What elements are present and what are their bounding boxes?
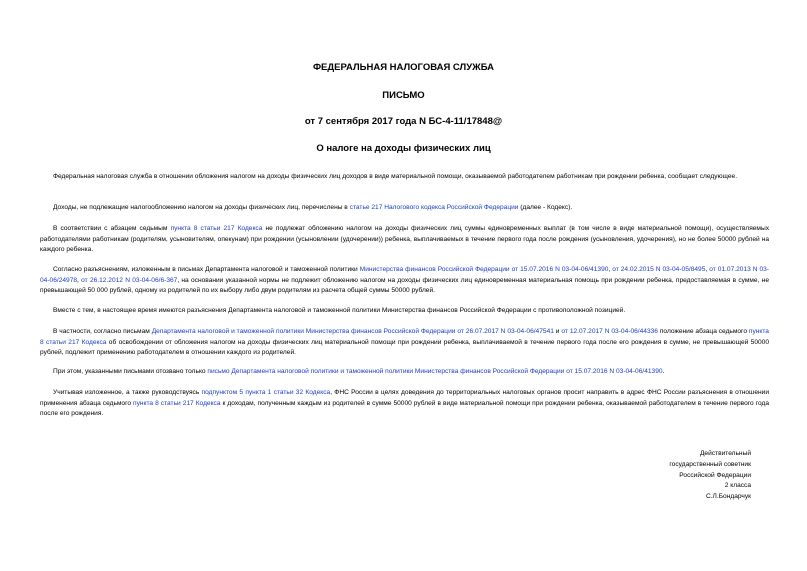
link-letter-2016[interactable]: Министерства финансов Российской Федерации от 15.07.2016 N 03-04-06/41390 [359,266,609,273]
link-clause-8-article-217[interactable]: пункта 8 статьи 217 Кодекса [40,328,769,346]
text: , на основании указанной нормы не подлежит обложению налогом на доходы физических лиц единовременная материальная помощь при рождении ребенка, предоставляемая в сумме, не превышающей 50 000 рублей, одному из родителей по их выбору либо двум родителям из расчета общей суммы 50000 рублей. [40,276,769,295]
text: Учитывая изложенное, а также руководствуясь [53,389,202,396]
link-letter-2013[interactable]: от 01.07.2013 N 03-04-06/24978 [40,266,770,284]
doc-subject: О налоге на доходы физических лиц [316,143,491,154]
text: положение абзаца седьмого [657,328,749,335]
paragraph-4 [40,265,769,297]
link-letter-2015[interactable]: от 24.02.2015 N 03-04-05/8495 [612,266,706,273]
signature-title-1: Действительный [699,450,751,457]
signature-title-3: Российской Федерации [679,471,751,479]
paragraph-1: Федеральная налоговая служба в отношении обложения налогом на доходы физических лиц доходов в виде материальной помощи, оказываемой работодателем работникам при рождении ребенка, сообщает следующее. [53,173,738,180]
link-subclause-5-article-32[interactable]: подпунктом 5 пункта 1 статьи 32 Кодекса [201,389,331,396]
text: , [77,276,82,284]
paragraph-6 [40,327,769,359]
text: (далее - Кодекс). [518,204,573,211]
doc-reference: от 7 сентября 2017 года N БС-4-11/17848@ [304,116,503,127]
paragraph-7 [40,367,769,378]
text: Доходы, не подлежащие налогообложению налогом на доходы физических лиц, перечислены в [53,204,350,211]
text: к доходам, полученным каждым из родителей в сумме 50000 рублей в виде материальной помощи при рождении ребенка, оказываемой работодателем в течение первого года после его рождения. [40,399,769,418]
link-letter-2017-47541[interactable]: Департамента налоговой и таможенной политики Министерства финансов Российской Федерации от 26.07.2017 N 03-04-06/47541 [151,328,554,335]
link-clause-8-article-217[interactable]: пункта 8 статьи 217 Кодекса [170,225,263,232]
text: При этом, указанными письмами отозвано только [53,368,208,375]
agency-title: ФЕДЕРАЛЬНАЯ НАЛОГОВАЯ СЛУЖБА [312,62,495,73]
text: . [662,368,665,375]
text: , [608,266,613,273]
signature-name: С.Л.Бондарчук [705,493,751,501]
paragraph-8 [40,388,769,420]
text: В соответствии с абзацем седьмым [53,225,171,232]
link-letter-2017-44336[interactable]: от 12.07.2017 N 03-04-06/44336 [561,328,658,335]
text: , ФНС России в целях доведения до территориальных налоговых органов просит направить в адрес ФНС России разъяснения в отношении применения абзаца седьмого [40,389,769,407]
link-letter-2012[interactable]: от 26.12.2012 N 03-04-06/6-367 [81,276,178,284]
text: об освобождении от обложения налогом на доходы физических лиц материальной помощи при рождении ребенка, выплачиваемой в течение первого года после его рождения в сумме, не превышающей 50000 рублей, подлежит применению работодателем в отношении каждого из родителей. [40,338,770,357]
text: Согласно разъяснениям, изложенным в письмах Департамента налоговой и таможенной политики [53,266,360,273]
text: и [553,328,562,335]
text: не подлежат обложению налогом на доходы физических лиц суммы единовременных выплат (в том числе в виде материальной помощи), осуществляемых работодателями работникам (родителям, усыновителям, опекунам) при рождении (усыновлении (удочерении)) ребенка, выплачиваемых в течение первого года после рождения (усыновления, удочерения), но не более 50000 рублей на каждого ребенка. [40,225,769,254]
text: В частности, согласно письмам [53,328,152,335]
signature-rank: 2 класса [724,482,751,490]
paragraph-3 [40,224,769,256]
link-article-217[interactable]: статье 217 Налогового кодекса Российской Федерации [349,204,519,211]
signature-block [611,449,751,503]
paragraph-5: Вместе с тем, в настоящее время имеются разъяснения Департамента налоговой и таможенной политики Министерства финансов Российской Федерации с противоположной позицией. [53,307,626,314]
paragraph-2 [40,203,769,214]
signature-title-2: государственный советник [669,460,751,468]
link-clause-8-article-217[interactable]: пункта 8 статьи 217 Кодекса [133,399,221,407]
text: , [705,266,710,273]
link-revoked-letter[interactable]: письмо Департамента налоговой политики и таможенной политики Министерства финансов Российской Федерации от 15.07.2016 N 03-04-06/41390 [207,368,663,375]
doc-type: ПИСЬМО [382,90,425,101]
